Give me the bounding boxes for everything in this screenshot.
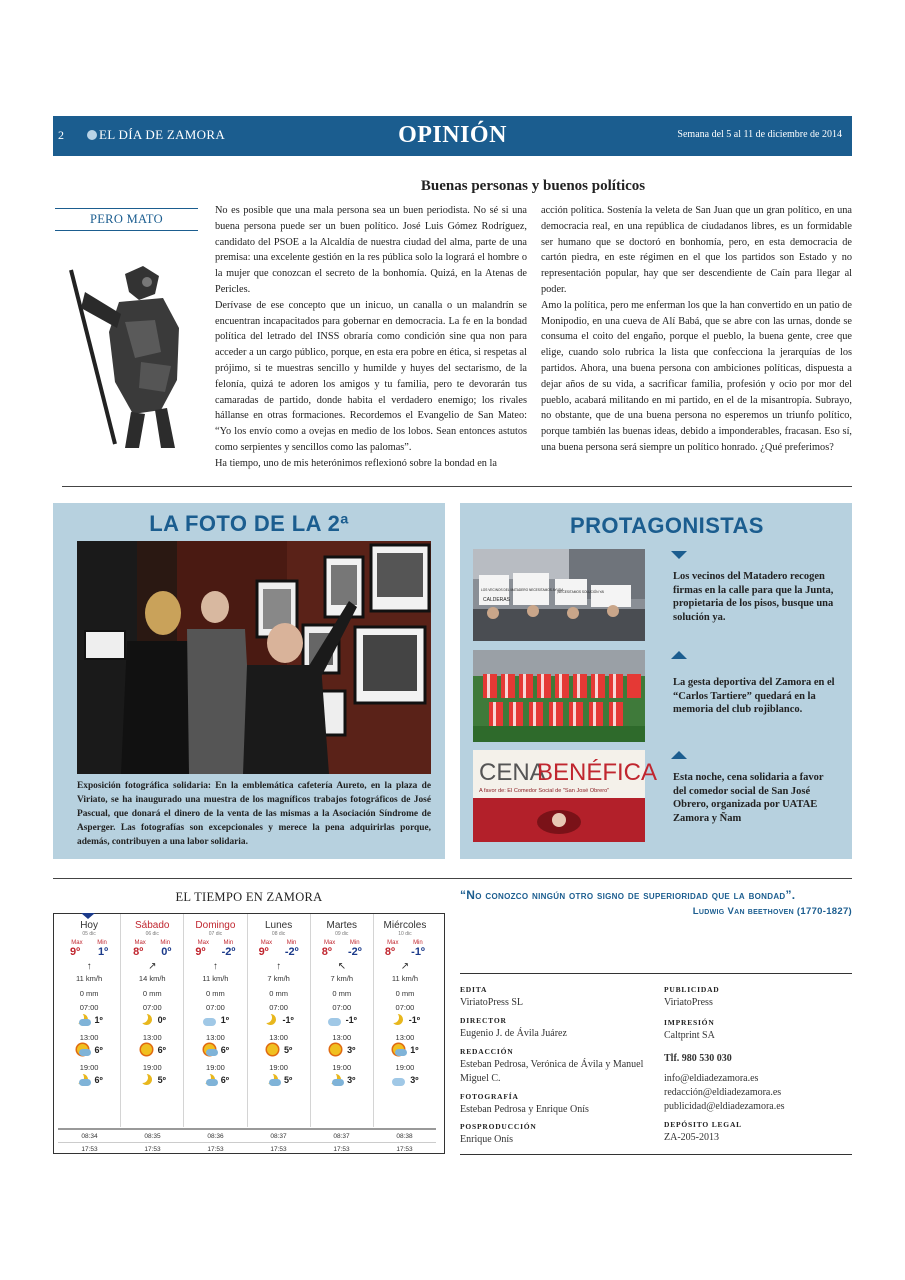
slot-time: 19:00 [142, 1063, 162, 1072]
max-min-values [311, 946, 373, 958]
weather-time-slot [58, 1003, 120, 1028]
credit-posproduccion [460, 1121, 660, 1147]
max-label: Max [134, 940, 146, 946]
weather-forecast-table [53, 913, 445, 1154]
max-min-values [374, 946, 436, 958]
sunset-time: 17:53 [396, 1146, 413, 1153]
slot-time: 19:00 [395, 1063, 415, 1072]
slot-temp: 1º [94, 1015, 103, 1025]
min-temp: -2º [221, 946, 236, 958]
email-info[interactable]: info@eldiadezamora.es [664, 1073, 759, 1084]
max-label: Max [323, 940, 336, 946]
article-column-2 [541, 203, 852, 456]
moon-icon [390, 1013, 406, 1027]
banner-word-benefica: BENÉFICA [537, 759, 658, 786]
photo-box-title: LA FOTO DE LA 2ª [149, 511, 349, 536]
weather-time-slot [311, 1003, 373, 1028]
min-label: Min [413, 940, 423, 946]
trend-up-icon [671, 751, 687, 759]
article-paragraph: acción política. Sostenía la veleta de San Juan que un gran político, en una democracia real, en una república de ciudadanos libres, es un formidable ser humano que se doctoró en bonhomía, pero, en esta democracia de cartón piedra, en este régimen en el que los partidos son Estado y no representación popular, hay que ser descendiente de Caín para llegar al poder. [541, 205, 852, 295]
quote-author: Ludwig Van beethoven (1770-1827) [692, 906, 852, 917]
slot-time: 07:00 [269, 1003, 288, 1012]
section-title: OPINIÓN [398, 122, 507, 148]
sunset-row [58, 1142, 436, 1153]
max-label: Max [71, 940, 83, 946]
author-name: PERO MATO [55, 208, 198, 231]
slot-time: 13:00 [206, 1033, 225, 1042]
credit-fotografia [460, 1091, 660, 1117]
wind-speed: 7 km/h [267, 974, 290, 983]
weather-time-slot [58, 1063, 120, 1088]
weather-time-slot [184, 1003, 246, 1028]
wind-speed: 14 km/h [138, 974, 166, 983]
slot-temp: 6º [94, 1075, 103, 1085]
credit-value: ViriatoPress SL [460, 997, 524, 1008]
quote-text: “No conozco ningún otro signo de superioridad que la bondad”. [460, 888, 796, 902]
sunrise-time: 08:37 [270, 1133, 287, 1140]
sunset-time: 17:53 [81, 1146, 98, 1153]
weather-day-column [184, 914, 247, 1127]
slot-temp: -1º [345, 1015, 357, 1025]
weather-day-name: Hoy [80, 920, 98, 931]
credit-value: ZA-205-2013 [664, 1132, 719, 1143]
masthead-credits [460, 973, 852, 1155]
slot-temp: -1º [282, 1015, 294, 1025]
slot-temp: -1º [408, 1015, 421, 1025]
max-label: Max [197, 940, 209, 946]
min-label: Min [286, 940, 297, 946]
exhibition-photo [77, 541, 431, 774]
min-temp: 0º [161, 946, 172, 958]
slot-temp: 1º [220, 1015, 230, 1025]
sun-cloud-icon [202, 1043, 218, 1057]
wind-speed: 7 km/h [330, 974, 354, 983]
max-min-values [121, 946, 183, 958]
cloud-icon [391, 1073, 407, 1087]
page-number: 2 [58, 128, 64, 142]
brand-name: EL DÍA DE ZAMORA [99, 127, 226, 142]
slot-temp: 5º [157, 1075, 166, 1085]
rainfall: 0 mm [79, 989, 99, 998]
wind-speed: 11 km/h [391, 974, 418, 983]
email-redaccion[interactable]: redacción@eldiadezamora.es [664, 1087, 782, 1098]
credit-value: Caltprint SA [664, 1030, 715, 1041]
slot-temp: 5º [283, 1045, 293, 1055]
min-temp: -1º [411, 946, 425, 958]
max-label: Max [387, 940, 399, 946]
credit-label: POSPRODUCCIÓN [460, 1122, 537, 1131]
article-paragraph: Amo la política, pero me enferman los que la han convertido en un patio de Monipodio, en una cueva de Alí Babá, que se abre con las urnas, donde se consuma el coito del engaño, porque el pueblo, la buena gente, cree que elige, cuando solo rubrica la lista que confecciona la jerarquías de los partidos. Ahora, una buena persona con ambiciones políticas, dispuesta a dejar años de su vida, a sacrificar familia, profesión y ocio por mor del pueblo, acabará militando en mi partido, en el de la misantropía. Subrayo, no obstante, que de una buena persona no esperemos un triunfo político, porque también las buenas ideas, debido a imponderables, fracasan. Eso sí, una buena persona será siempre un político honrado. ¿Qué preferimos? [541, 299, 852, 453]
moon-cloud-icon [75, 1073, 91, 1087]
moon-cloud-icon [75, 1013, 91, 1027]
weather-time-slot [374, 1003, 436, 1028]
weather-time-slot [121, 1063, 183, 1088]
sunset-time: 17:53 [333, 1146, 350, 1153]
credit-edita [460, 984, 660, 1010]
sunrise-time: 08:38 [396, 1133, 413, 1140]
credit-label: DIRECTOR [460, 1016, 507, 1025]
wind-direction-icon: ↗ [400, 961, 410, 972]
weather-time-slot [248, 1063, 310, 1088]
credit-value: Esteban Pedrosa, Verónica de Ávila y Manuel Miguel C. [460, 1059, 644, 1084]
slot-time: 07:00 [206, 1003, 225, 1012]
rainfall: 0 mm [206, 989, 225, 998]
sunrise-time: 08:35 [144, 1133, 161, 1140]
min-temp: -2º [347, 946, 362, 958]
slot-time: 13:00 [142, 1033, 162, 1042]
min-label: Min [97, 940, 107, 946]
max-temp: 8º [133, 946, 144, 958]
weather-day-name: Miércoles [383, 920, 427, 931]
max-temp: 8º [384, 946, 396, 958]
credit-emails [664, 1072, 852, 1114]
weather-time-slot [374, 1033, 436, 1058]
sun-icon [139, 1043, 155, 1057]
slot-time: 07:00 [142, 1003, 162, 1012]
max-temp: 8º [321, 946, 332, 958]
email-publicidad[interactable]: publicidad@eldiadezamora.es [664, 1101, 785, 1112]
trend-up-icon [671, 651, 687, 659]
section-divider [53, 878, 852, 879]
sunrise-time: 08:36 [207, 1133, 224, 1140]
protagonist-text: La gesta deportiva del Zamora en el “Carlos Tartiere” quedará en la memoria del club rojiblanco. [673, 677, 835, 715]
photo-caption: Exposición fotográfica solidaria: En la emblemática cafetería Aureto, en la plaza de Viriato, se ha inaugurado una muestra de los magníficos trabajos fotográficos de José Pascual, que donará el dinero de la venta de las mismas a la Asociación Síndrome de Asperger. Las fotografías son excepcionales y merece la pena adquirirlas porque, además, contribuyen a una labor solidaria. [77, 781, 431, 847]
slot-temp: 6º [220, 1075, 230, 1085]
weather-time-slot [248, 1003, 310, 1028]
credit-redaccion [460, 1046, 650, 1086]
issue-date: Semana del 5 al 11 de diciembre de 2014 [677, 129, 842, 140]
max-temp: 9º [69, 946, 81, 958]
credit-label: REDACCIÓN [460, 1047, 514, 1056]
rainfall: 0 mm [395, 989, 415, 998]
moon-icon [263, 1013, 279, 1027]
credit-value: Enrique Onís [460, 1134, 514, 1145]
sun-cloud-icon [391, 1043, 407, 1057]
weather-day-date: 06 dic [145, 931, 159, 937]
slot-time: 07:00 [332, 1003, 352, 1012]
weather-day-date: 10 dic [398, 931, 412, 937]
protagonist-text: Esta noche, cena solidaria a favor del comedor social de San José Obrero, organizada por UATAE Zamora y Ñam [673, 772, 824, 824]
moon-cloud-icon [328, 1073, 344, 1087]
weather-day-column [311, 914, 374, 1127]
weather-time-slot [248, 1033, 310, 1058]
weather-day-name: Sábado [135, 920, 170, 931]
section-header-bar [53, 116, 852, 156]
cloud-icon [202, 1013, 218, 1027]
moon-icon [139, 1073, 155, 1087]
min-temp: -2º [284, 946, 299, 958]
weather-day-column [121, 914, 184, 1127]
weather-day-date: 09 dic [335, 931, 349, 937]
moon-cloud-icon [265, 1073, 281, 1087]
protagonist-text: Los vecinos del Matadero recogen firmas en la calle para que la Junta, propietaria de los pisos, busque una solución ya. [673, 571, 834, 623]
weather-day-column [248, 914, 311, 1127]
credit-impresion [664, 1017, 852, 1043]
min-temp: 1º [98, 946, 109, 958]
credit-label: DEPÓSITO LEGAL [664, 1120, 742, 1129]
weather-title: EL TIEMPO EN ZAMORA [175, 890, 323, 904]
weather-time-slot [184, 1063, 246, 1088]
wind-direction-icon: ↑ [86, 961, 92, 972]
max-min-values [58, 946, 120, 958]
slot-time: 13:00 [395, 1033, 415, 1042]
trend-down-icon [671, 551, 687, 559]
wind-direction-icon: ↑ [276, 961, 282, 972]
weather-day-column [374, 914, 436, 1127]
max-label: Max [260, 940, 273, 946]
weather-day-columns [58, 914, 436, 1127]
slot-time: 19:00 [269, 1063, 288, 1072]
max-temp: 9º [258, 946, 269, 958]
article-paragraph: Derívase de ese concepto que un inicuo, un canalla o un malandrín se encuentran incapacitados para gobernar en democracia. La fe en la bondad política del letrado del INSS obraría como condición sine qua non para acceder a un cargo público, porque, en esta era pobre en ética, si respetas al prójimo, si te muestras sencillo y humilde y huyes del sectarismo, de la felonía, quizá te adoren los amigos y tu familia, pero te devorarán tus camaradas de partido, donde habita el verdadero enemigo; los rivales hállanse en otras formaciones. Recordemos el Evangelio de San Mateo: “Yo los envío como a ovejas en medio de los lobos. Sean entonces astutos como serpientes y sencillos como las palomas”. [215, 299, 527, 453]
credit-phone [664, 1052, 852, 1066]
max-temp: 9º [195, 946, 206, 958]
weather-time-slot [311, 1033, 373, 1058]
protest-sign-text: LOS VECINOS DEL MATADERO NECESITAMOS AYUDA [481, 588, 564, 592]
sun-icon [265, 1043, 281, 1057]
credit-label: PUBLICIDAD [664, 985, 720, 994]
wind-speed: 11 km/h [76, 974, 103, 983]
author-statue-illustration [55, 262, 198, 452]
football-team-photo [473, 650, 645, 742]
moon-icon [139, 1013, 155, 1027]
credit-value: Esteban Pedrosa y Enrique Onís [460, 1104, 589, 1115]
article-paragraph: No es posible que una mala persona sea un buen periodista. No sé si una buena persona puede ser un buen político. José Luis Gómez Rodríguez, candidato del PSOE a la Alcaldía de nuestra ciudad del alma, parte de una premisa: una excelente gestión en la res pública solo la logrará el hombre o la mujer que conozcan el secreto de la bonhomía. Quizá, en la Atenas de Pericles. [215, 205, 527, 295]
slot-temp: 6º [157, 1045, 166, 1055]
protagonists-box [460, 503, 852, 859]
protest-sign-text: CALDERAS [483, 597, 510, 603]
slot-time: 13:00 [269, 1033, 288, 1042]
banner-word-cena: CENA [479, 759, 546, 786]
rainfall: 0 mm [332, 989, 352, 998]
slot-temp: 6º [220, 1045, 230, 1055]
slot-time: 07:00 [79, 1003, 99, 1012]
weather-day-name: Martes [326, 920, 358, 931]
wind-speed: 11 km/h [202, 974, 229, 983]
credit-label: IMPRESIÓN [664, 1018, 715, 1027]
weather-time-slot [121, 1003, 183, 1028]
article-title: Buenas personas y buenos políticos [420, 178, 646, 194]
section-divider [62, 486, 852, 487]
slot-time: 19:00 [206, 1063, 225, 1072]
sun-icon [328, 1043, 344, 1057]
wind-direction-icon: ↗ [148, 961, 157, 972]
weather-day-column [58, 914, 121, 1127]
credit-director [460, 1015, 660, 1041]
slot-temp: 3º [347, 1045, 356, 1055]
min-label: Min [160, 940, 171, 946]
protest-sign-text: ¡NECESITAMOS SOLUCIÓN YA! [557, 590, 605, 594]
credit-deposito [664, 1119, 852, 1145]
charity-dinner-banner [473, 750, 658, 842]
credit-value: Eugenio J. de Ávila Juárez [460, 1028, 567, 1039]
slot-time: 19:00 [332, 1063, 352, 1072]
sunrise-row [58, 1128, 436, 1140]
slot-temp: 3º [410, 1075, 419, 1085]
max-min-values [184, 946, 246, 958]
slot-temp: 0º [157, 1015, 166, 1025]
sunset-time: 17:53 [144, 1146, 161, 1153]
slot-temp: 3º [347, 1075, 356, 1085]
rainfall: 0 mm [142, 989, 162, 998]
slot-temp: 1º [410, 1045, 419, 1055]
credit-label: FOTOGRAFÍA [460, 1092, 519, 1101]
sunset-time: 17:53 [270, 1146, 287, 1153]
cloud-icon [327, 1013, 343, 1027]
protest-photo [473, 549, 645, 641]
credit-label: EDITA [460, 985, 488, 994]
slot-time: 13:00 [79, 1033, 99, 1042]
wind-direction-icon: ↖ [337, 961, 346, 972]
sunset-time: 17:53 [207, 1146, 224, 1153]
min-label: Min [223, 940, 234, 946]
slot-temp: 5º [283, 1075, 293, 1085]
weather-day-name: Lunes [264, 920, 293, 931]
sunrise-time: 08:34 [81, 1133, 98, 1140]
photo-of-the-week-box [53, 503, 445, 859]
min-label: Min [349, 940, 360, 946]
weather-time-slot [58, 1033, 120, 1058]
protagonists-title: PROTAGONISTAS [570, 513, 764, 538]
weather-day-date: 08 dic [271, 931, 286, 937]
wind-direction-icon: ↑ [212, 961, 218, 972]
slot-time: 19:00 [79, 1063, 99, 1072]
sun-cloud-icon [75, 1043, 91, 1057]
slot-time: 13:00 [332, 1033, 352, 1042]
weather-time-slot [121, 1033, 183, 1058]
weather-time-slot [311, 1063, 373, 1088]
sunrise-time: 08:37 [333, 1133, 350, 1140]
moon-cloud-icon [202, 1073, 218, 1087]
max-min-values [248, 946, 310, 958]
article-column-1 [215, 203, 527, 472]
weather-day-date: 05 dic [82, 931, 96, 937]
weather-day-date: 07 dic [208, 931, 223, 937]
weather-time-slot [184, 1033, 246, 1058]
phone-number: Tlf. 980 530 030 [664, 1053, 732, 1064]
rainfall: 0 mm [269, 989, 288, 998]
slot-time: 07:00 [395, 1003, 415, 1012]
banner-subtitle: A favor de: El Comedor Social de "San José Obrero" [479, 788, 610, 794]
credit-value: ViriatoPress [664, 997, 713, 1008]
credit-publicidad [664, 984, 852, 1010]
weather-day-name: Domingo [195, 920, 236, 931]
weather-time-slot [374, 1063, 436, 1088]
article-paragraph: Ha tiempo, uno de mis heterónimos reflexionó sobre la bondad en la [215, 457, 497, 469]
slot-temp: 6º [94, 1045, 103, 1055]
